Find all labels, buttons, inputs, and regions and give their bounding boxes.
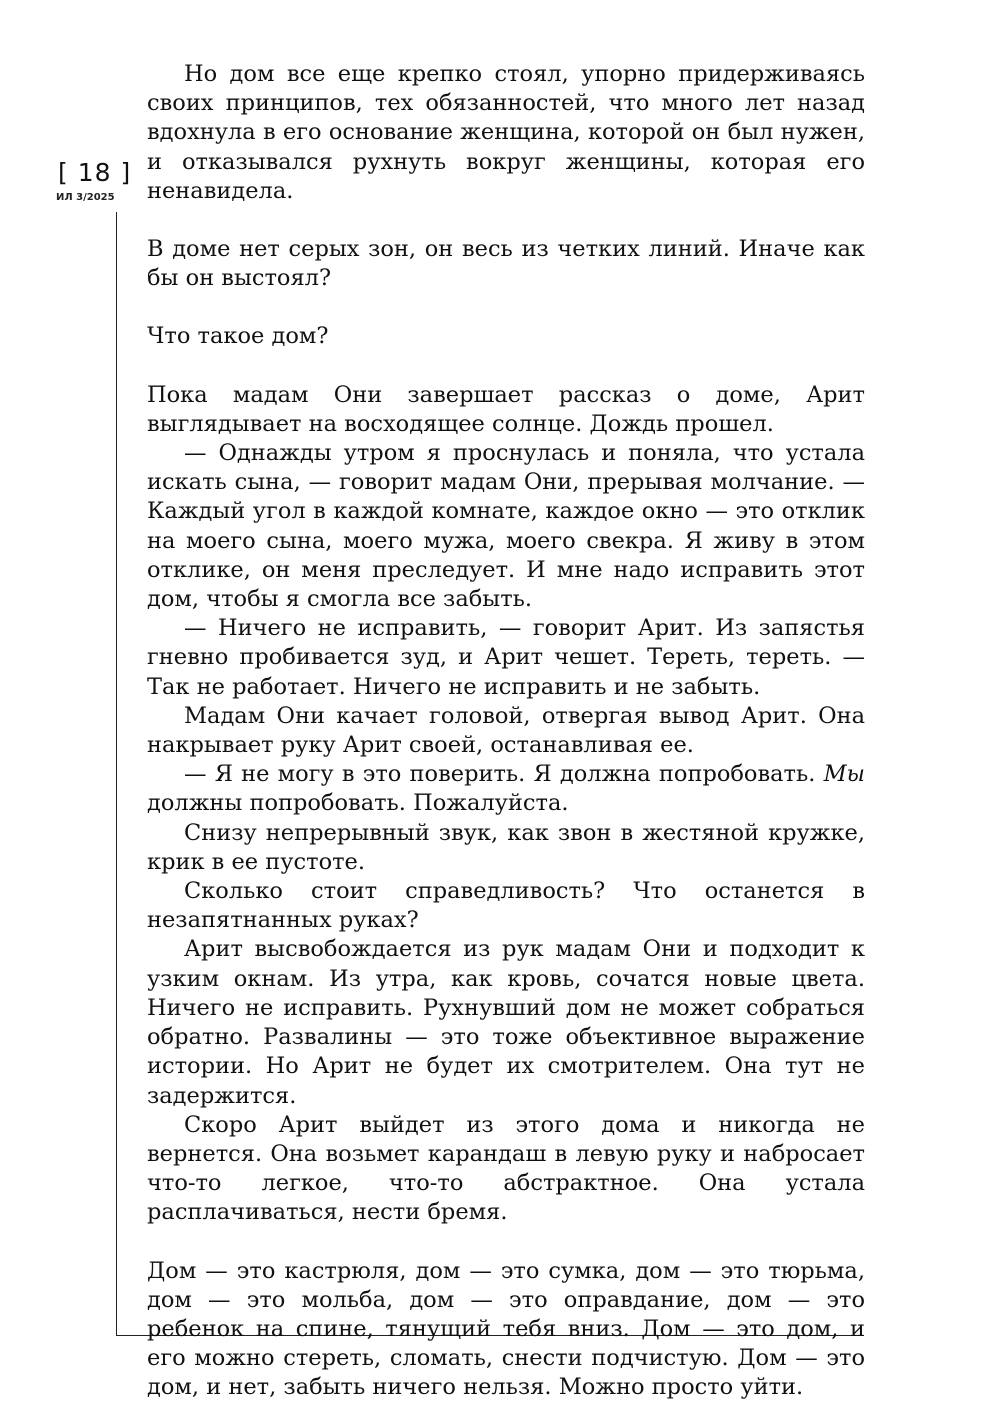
- margin-rule: [116, 212, 117, 1336]
- paragraph-12: Скоро Арит выйдет из этого дома и никогда не вернется. Она возьмет карандаш в левую руку и набросает что-то легкое, что-то абстрактное. Она устала расплачиваться, нести бремя.: [147, 1111, 865, 1226]
- paragraph-11: Арит высвобождается из рук мадам Они и подходит к узким окнам. Из утра, как кровь, сочатся новые цвета. Ничего не исправить. Рухнувший дом не может собраться обратно. Развалины — это тоже объективное выражение истории. Но Арит не будет их смотрителем. Она тут не задержится.: [147, 936, 865, 1109]
- paragraph-8-start: — Я не могу в это поверить. Я должна попробовать.: [184, 761, 824, 788]
- paragraph-4: Пока мадам Они завершает рассказ о доме, Арит выглядывает на восходящее солнце. Дождь прошел.: [147, 381, 865, 437]
- paragraph-7: Мадам Они качает головой, отвергая вывод Арит. Она накрывает руку Арит своей, останавливая ее.: [147, 702, 865, 759]
- paragraph-1: Но дом все еще крепко стоял, упорно придерживаясь своих принципов, тех обязанностей, что много лет назад вдохнула в его основание женщина, которой он был нужен, и отказывался рухнуть вокруг женщины, которая его ненавидела.: [147, 61, 865, 204]
- paragraph-2: В доме нет серых зон, он весь из четких линий. Иначе как бы он выстоял?: [147, 236, 865, 292]
- paragraph-8-end: должны попробовать. Пожалуйста.: [147, 790, 569, 817]
- paragraph-5: — Однажды утром я проснулась и поняла, что устала искать сына, — говорит мадам Они, прерывая молчание. — Каждый угол в каждой комнате, каждое окно — это отклик на моего сына, моего мужа, моего свекра. Я живу в этом отклике, он меня преследует. И мне надо исправить этот дом, чтобы я смогла все забыть.: [147, 440, 865, 613]
- issue-label: ИЛ 3/2025: [56, 192, 115, 203]
- page-number: [ 18 ]: [58, 158, 132, 187]
- paragraph-6: — Ничего не исправить, — говорит Арит. Из запястья гневно пробивается зуд, и Арит чешет. Тереть, тереть. — Так не работает. Ничего не исправить и не забыть.: [147, 615, 865, 700]
- paragraph-8: [147, 760, 865, 818]
- article-body: [147, 60, 865, 1403]
- paragraph-10: Сколько стоит справедливость? Что останется в незапятнанных руках?: [147, 878, 865, 934]
- paragraph-8-italic: Мы: [823, 761, 865, 788]
- paragraph-3: Что такое дом?: [147, 323, 329, 350]
- paragraph-13: Дом — это кастрюля, дом — это сумка, дом — это тюрьма, дом — это мольба, дом — это оправдание, дом — это ребенок на спине, тянущий тебя вниз. Дом — это дом, и его можно стереть, сломать, снести подчистую. Дом — это дом, и нет, забыть ничего нельзя. Можно просто уйти.: [147, 1257, 865, 1401]
- paragraph-9: Снизу непрерывный звук, как звон в жестяной кружке, крик в ее пустоте.: [147, 819, 865, 875]
